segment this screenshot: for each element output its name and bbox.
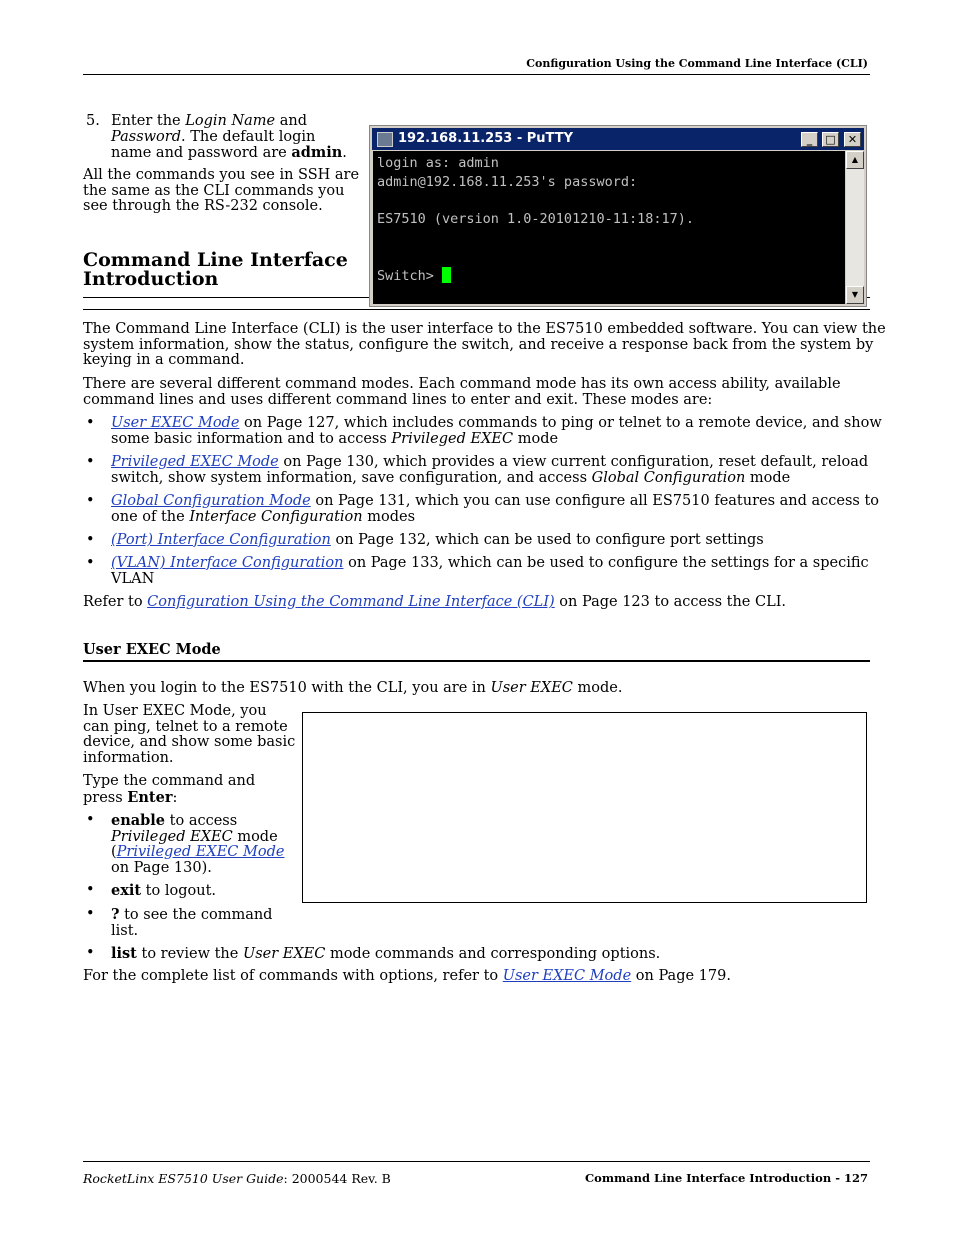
subsection-heading: User EXEC Mode: [83, 641, 221, 658]
link-vlan-interface-configuration[interactable]: (VLAN) Interface Configuration: [111, 555, 344, 571]
screenshot-placeholder-box: [302, 712, 867, 903]
link-privileged-exec-mode[interactable]: Privileged EXEC Mode: [111, 454, 279, 470]
link-privileged-exec-mode-2[interactable]: Privileged EXEC Mode: [116, 844, 285, 860]
footer-left: RocketLinx ES7510 User Guide: 2000544 Rev. B: [83, 1171, 391, 1186]
section-rule-full: [83, 309, 870, 310]
scroll-down-arrow-icon[interactable]: ▼: [846, 286, 864, 304]
running-header: Configuration Using the Command Line Interface (CLI): [526, 57, 868, 70]
scroll-up-arrow-icon[interactable]: ▲: [846, 151, 864, 169]
step-5-text: Enter the Login Name and Password. The default login name and password are admin.: [111, 113, 347, 161]
bullet-icon: •: [86, 415, 95, 431]
section-rule-right-stub: [867, 297, 870, 298]
putty-title-text: 192.168.11.253 - PuTTY: [398, 131, 573, 146]
user-exec-description: In User EXEC Mode, you can ping, telnet to a remote device, and show some basic information.: [83, 703, 296, 766]
maximize-button[interactable]: □: [822, 132, 839, 147]
login-paragraph: When you login to the ES7510 with the CLI, you are in User EXEC mode.: [83, 680, 623, 696]
bullet-icon: •: [86, 454, 95, 470]
list-item: Privileged EXEC Mode on Page 130, which provides a view current configuration, reset default, reload switch, show system information, save configuration, and access Global Configuration mode: [111, 454, 869, 486]
section-rule-left: [83, 297, 369, 298]
type-command-text: Type the command and press Enter:: [83, 773, 256, 806]
putty-titlebar[interactable]: [372, 128, 864, 150]
list-item: (VLAN) Interface Configuration on Page 133, which can be used to configure the settings for a specific VLAN: [111, 555, 869, 587]
link-configuration-using-cli[interactable]: Configuration Using the Command Line Interface (CLI): [147, 594, 555, 610]
link-port-interface-configuration[interactable]: (Port) Interface Configuration: [111, 532, 331, 548]
intro-paragraph-1: The Command Line Interface (CLI) is the user interface to the ES7510 embedded software. You can view the system information, show the status, configure the switch, and receive a response back from the system by keying in a command.: [83, 321, 886, 368]
header-rule: [83, 74, 870, 75]
list-item: enable to access Privileged EXEC mode (Privileged EXEC Mode on Page 130).: [111, 812, 285, 876]
list-item: User EXEC Mode on Page 127, which includes commands to ping or telnet to a remote device, and show some basic information and to access Privileged EXEC mode: [111, 415, 882, 447]
terminal-cursor: [442, 267, 451, 283]
footer-right: Command Line Interface Introduction - 127: [585, 1171, 868, 1185]
subsection-rule: [83, 660, 870, 662]
footer-rule: [83, 1161, 870, 1162]
list-item: list to review the User EXEC mode commands and corresponding options.: [111, 945, 661, 962]
minimize-button[interactable]: _: [801, 132, 818, 147]
terminal-line: login as: admin: [377, 155, 499, 171]
close-button[interactable]: ✕: [844, 132, 861, 147]
link-global-configuration-mode[interactable]: Global Configuration Mode: [111, 493, 311, 509]
link-user-exec-mode[interactable]: User EXEC Mode: [111, 415, 240, 431]
list-item: (Port) Interface Configuration on Page 132, which can be used to configure port settings: [111, 532, 764, 548]
list-item: ? to see the command list.: [111, 906, 273, 939]
list-item: exit to logout.: [111, 882, 217, 899]
intro-paragraph-2: There are several different command modes. Each command mode has its own access ability, available command lines and uses different command lines to enter and exit. These modes are:: [83, 376, 841, 408]
complete-list-paragraph: For the complete list of commands with options, refer to User EXEC Mode on Page 179.: [83, 968, 731, 984]
bullet-icon: •: [86, 555, 95, 571]
section-heading: Command Line Interface Introduction: [83, 249, 348, 290]
terminal-line: admin@192.168.11.253's password:: [377, 174, 638, 190]
bullet-icon: •: [86, 812, 95, 828]
bullet-icon: •: [86, 945, 95, 961]
bullet-icon: •: [86, 493, 95, 509]
bullet-icon: •: [86, 532, 95, 548]
scrollbar[interactable]: [846, 151, 864, 304]
refer-paragraph: Refer to Configuration Using the Command Line Interface (CLI) on Page 123 to access the CLI.: [83, 594, 787, 610]
list-item: Global Configuration Mode on Page 131, which you can use configure all ES7510 features and access to one of the Interface Configuration modes: [111, 493, 880, 525]
link-user-exec-mode-179[interactable]: User EXEC Mode: [502, 968, 632, 984]
step-number: 5.: [86, 113, 100, 129]
bullet-icon: •: [86, 882, 95, 898]
terminal-area[interactable]: [373, 151, 845, 304]
terminal-prompt-line: Switch>: [377, 267, 451, 284]
terminal-line: ES7510 (version 1.0-20101210-11:18:17).: [377, 211, 694, 227]
bullet-icon: •: [86, 906, 95, 922]
putty-window: [369, 125, 867, 307]
putty-app-icon: [377, 132, 393, 147]
ssh-note: All the commands you see in SSH are the same as the CLI commands you see through the RS-232 console.: [83, 167, 360, 214]
